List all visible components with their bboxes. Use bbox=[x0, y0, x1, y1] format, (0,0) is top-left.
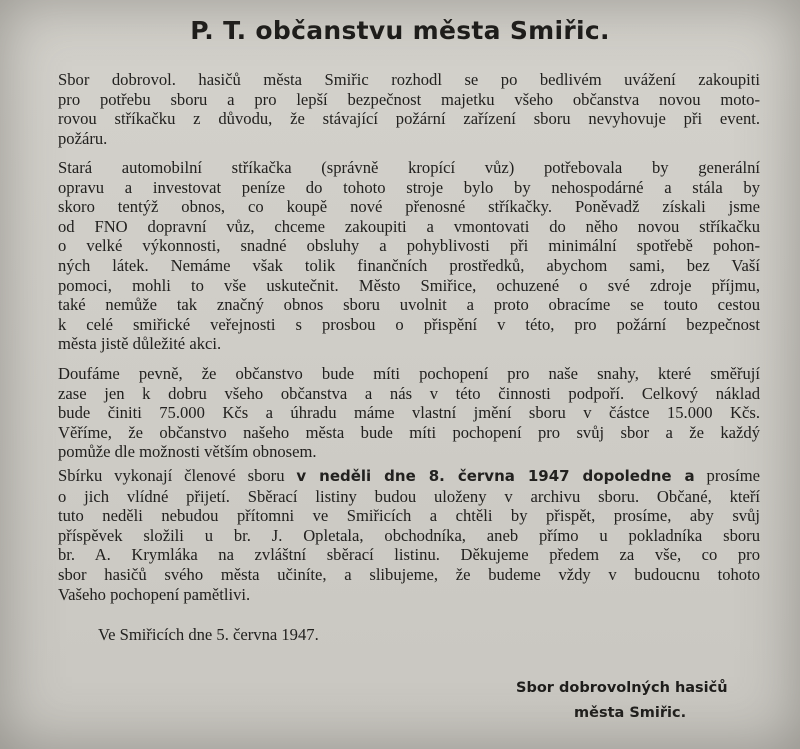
paragraph-1 bbox=[58, 70, 760, 148]
text-line: o velké výkonnosti, snadné obsluhy a pohyblivosti při minimální spotřebě pohon- bbox=[58, 236, 760, 256]
text-line: k celé smiřické veřejnosti s prosbou o přispění v této, pro požární bezpečnost bbox=[58, 314, 760, 334]
text-line: bude činiti 75.000 Kčs a úhradu máme vlastní jmění sboru v částce 15.000 Kčs. bbox=[58, 403, 760, 423]
text-line: pomůže dle možnosti větším obnosem. bbox=[58, 442, 317, 462]
text-line: od FNO dopravní vůz, chceme zakoupiti a vmontovati do něho novou stříkačku bbox=[58, 216, 760, 236]
paragraph-2 bbox=[58, 158, 760, 354]
text-line: města jistě důležité akci. bbox=[58, 334, 222, 354]
text-line: zase jen k dobru všeho občanstva a nás v této činnosti podpoří. Celkový náklad bbox=[58, 383, 760, 403]
text-line: rovou stříkačku z důvodu, že stávající požární zařízení sboru nevyhovuje při event. bbox=[58, 109, 760, 129]
text-line: tuto neděli nebudou přítomni ve Smiřicích a chtěli by přispět, prosíme, aby svůj bbox=[58, 506, 760, 526]
text-line bbox=[58, 466, 760, 487]
text-line: pro potřebu sboru a pro lepší bezpečnost majetku všeho občanstva novou moto- bbox=[58, 89, 760, 109]
text-line: o jich vlídné přijetí. Sběrací listiny budou uloženy v archivu sboru. Občané, kteří bbox=[58, 486, 760, 506]
signature-line-2: města Smiřic. bbox=[574, 705, 687, 721]
text-fragment: Sbírku vykonají členové sboru bbox=[58, 466, 297, 485]
text-line: ných látek. Nemáme však tolik finančních prostředků, abychom sami, bez Vaší bbox=[58, 255, 760, 275]
text-line: br. A. Krymláka na zvláštní sběrací listinu. Děkujeme předem za vše, co pro bbox=[58, 545, 760, 565]
text-line: Stará automobilní stříkačka (správně kropící vůz) potřebovala by generální bbox=[58, 158, 760, 177]
text-fragment: prosíme bbox=[694, 466, 760, 485]
text-line: Sbor dobrovol. hasičů města Smiřic rozhodl se po bedlivém uvážení zakoupiti bbox=[58, 70, 760, 89]
place-date: Ve Smiřicích dne 5. června 1947. bbox=[98, 625, 319, 644]
collection-date-emphasis: v neděli dne 8. června 1947 dopoledne a bbox=[296, 467, 695, 485]
text-line: požáru. bbox=[58, 128, 108, 148]
text-line: sbor hasičů svého města učiníte, a slibujeme, že budeme vždy v budoucnu tohoto bbox=[58, 564, 760, 584]
text-line: opravu a investovat peníze do tohoto stroje bylo by nehospodárné a stála by bbox=[58, 177, 760, 197]
text-line: příspěvek složili u br. J. Opletala, obchodníka, aneb přímo u pokladníka sboru bbox=[58, 525, 760, 545]
paragraph-3 bbox=[58, 364, 760, 462]
document-title: P. T. občanstvu města Smiřic. bbox=[190, 16, 610, 45]
text-line: Vašeho pochopení pamětlivi. bbox=[58, 584, 251, 604]
text-line: Doufáme pevně, že občanstvo bude míti pochopení pro naše snahy, které směřují bbox=[58, 364, 760, 383]
text-line: Věříme, že občanstvo našeho města bude míti pochopení pro svůj sbor a že každý bbox=[58, 422, 760, 442]
paragraph-4 bbox=[58, 466, 760, 604]
signature-line-1: Sbor dobrovolných hasičů bbox=[516, 680, 728, 696]
text-line: pomoci, mohli to vše uskutečnit. Město Smiřice, ochuzené o své zdroje příjmu, bbox=[58, 275, 760, 295]
text-line: skoro tentýž obnos, co koupě nové přenosné stříkačky. Poněvadž získali jsme bbox=[58, 197, 760, 217]
text-line: také nemůže tak značný obnos sboru uvolnit a proto obracíme se touto cestou bbox=[58, 295, 760, 315]
